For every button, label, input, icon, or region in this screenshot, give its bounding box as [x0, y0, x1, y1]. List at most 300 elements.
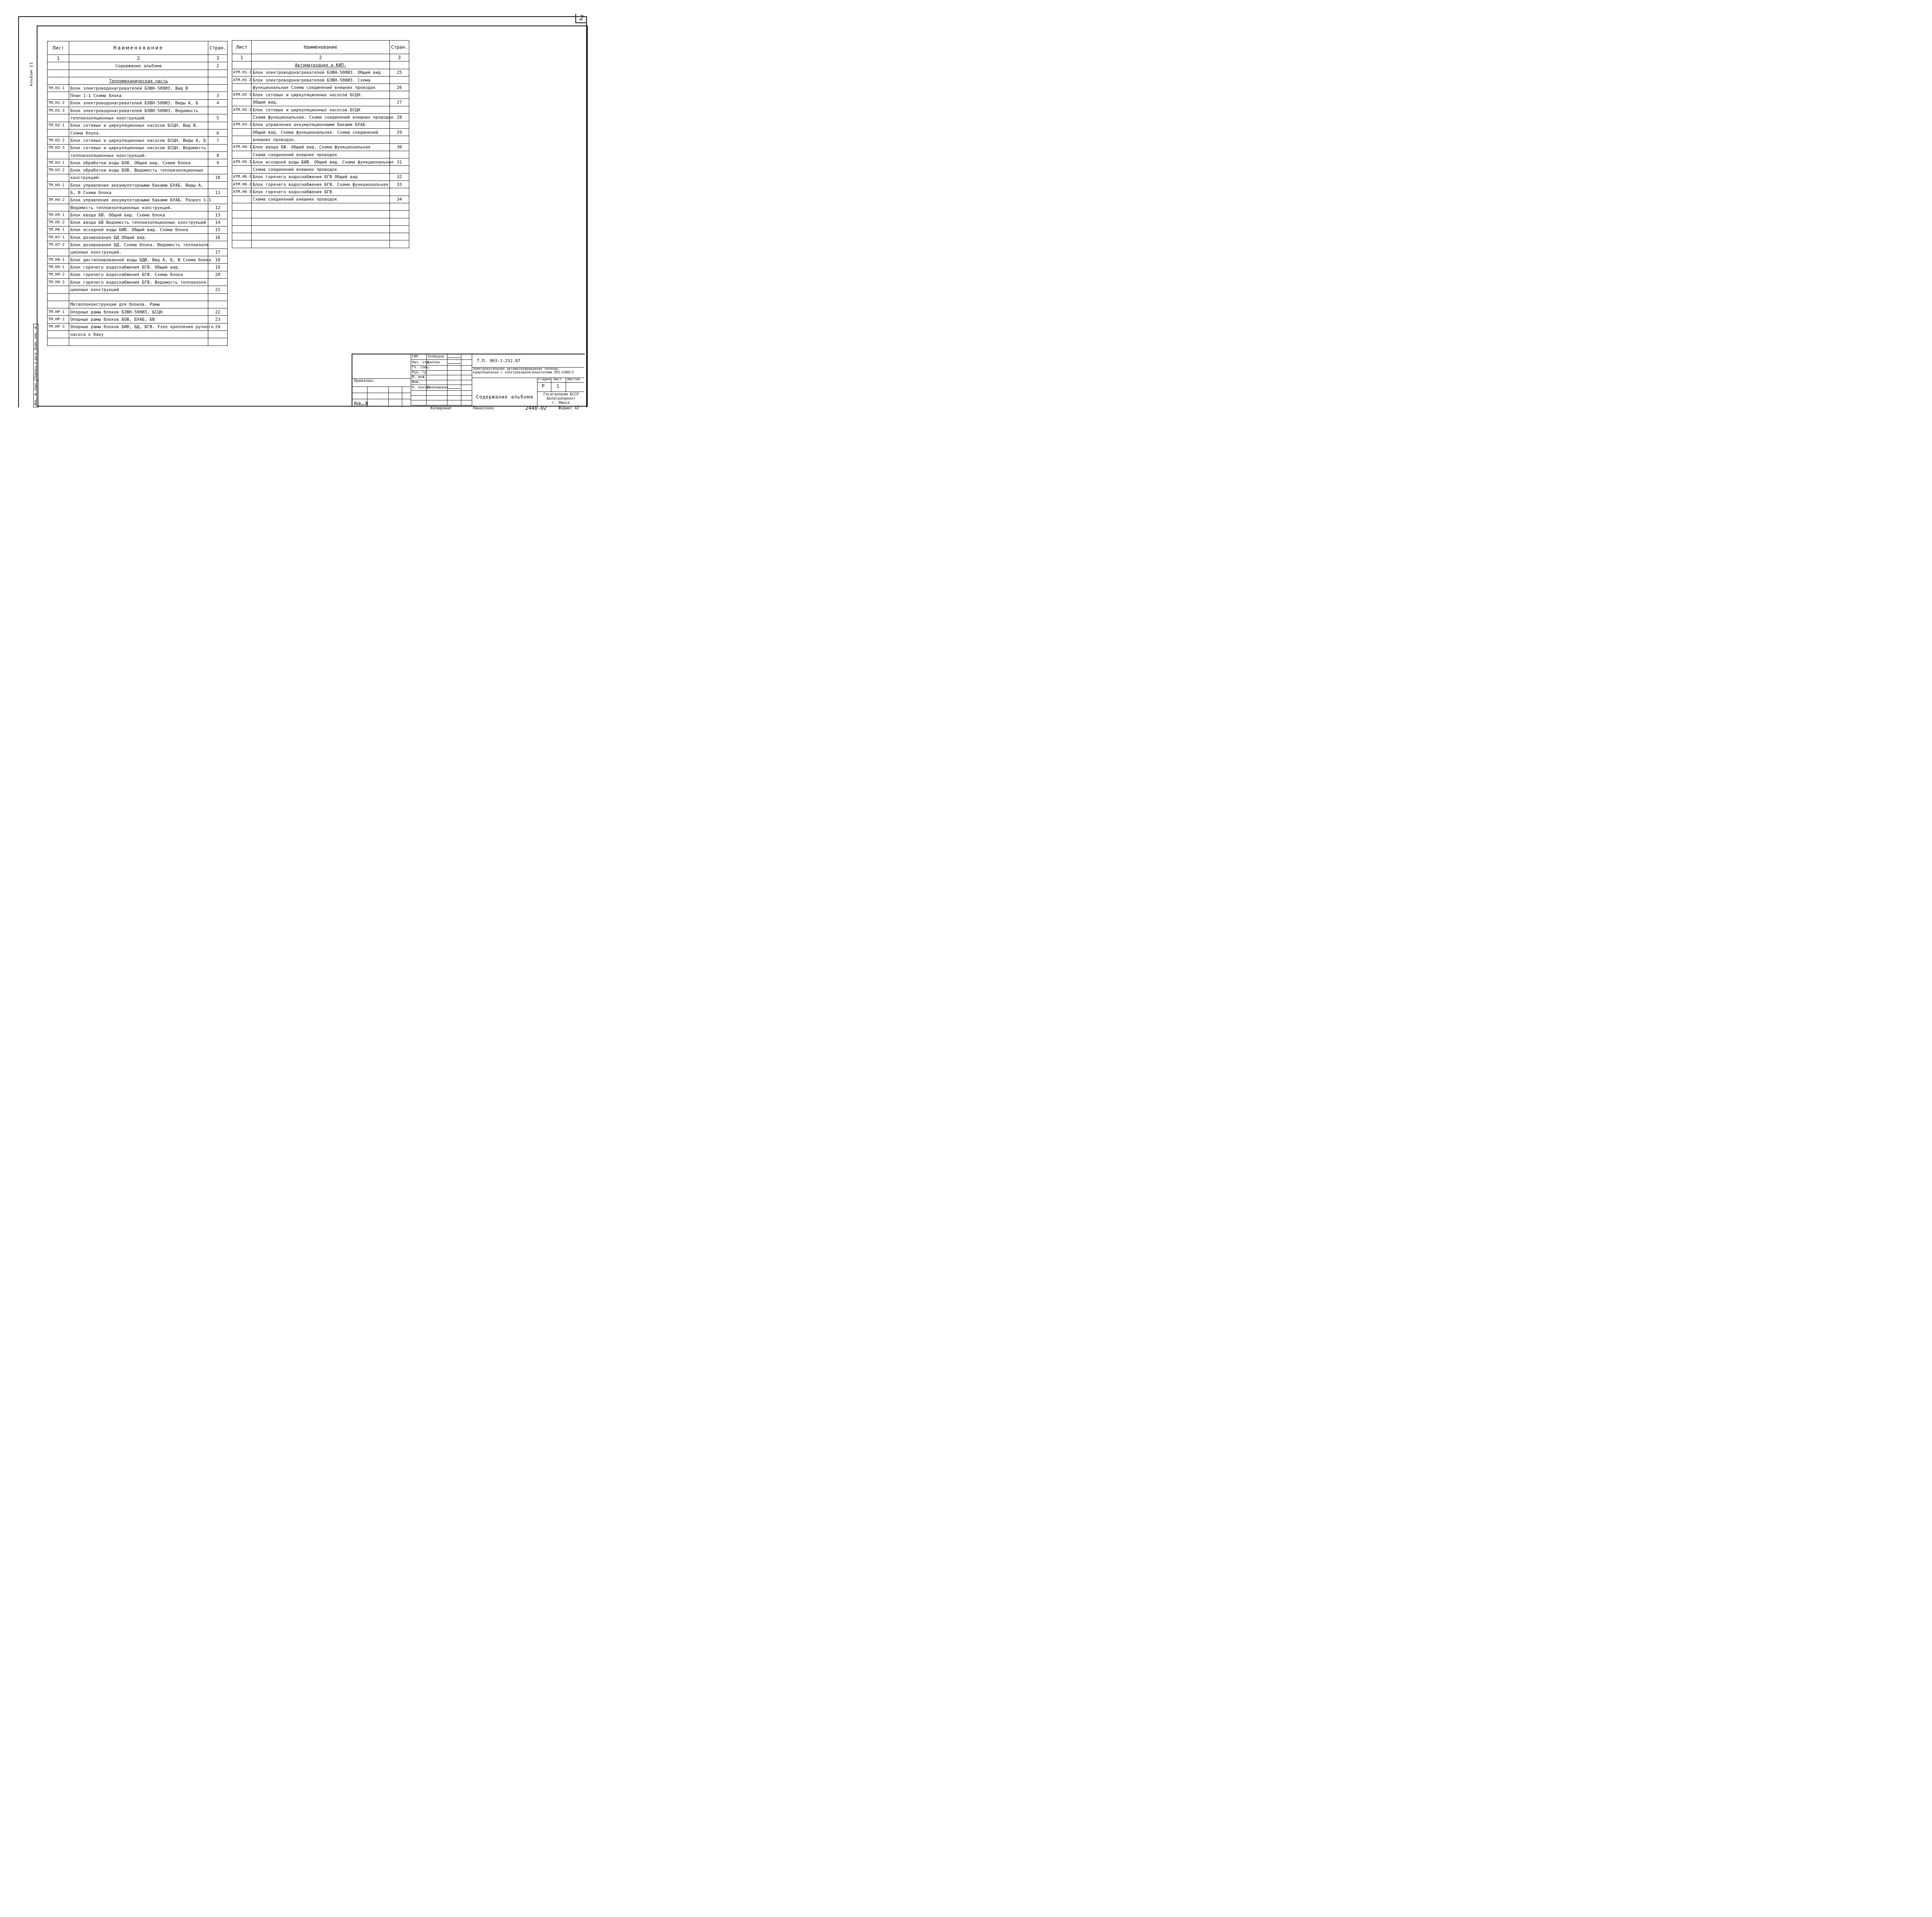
role-signature: [447, 366, 461, 371]
row-name: Блок ввода БВ. Общий вид. Схема функциональная: [252, 143, 390, 151]
table-row: [232, 173, 409, 180]
row-page: [208, 182, 228, 189]
table-row: [48, 62, 228, 70]
row-name-text: Автоматизация и КИП.: [295, 62, 346, 68]
table-row: [48, 70, 228, 77]
row-sheet-code: [48, 70, 69, 77]
row-name: Блок горячего водоснабжения БГВ. Ведомость теплоизоля-: [69, 278, 208, 286]
col-header-page: Стран.: [390, 41, 409, 54]
row-sheet-code: ТМ.Н5-1: [48, 211, 69, 219]
row-sheet-code: АТМ.Н6-1: [232, 173, 252, 180]
role-title: Рук. гр.: [411, 370, 427, 375]
col-number: 1: [232, 54, 252, 61]
col-number: 2: [69, 55, 208, 62]
col-header-name: Наименование: [69, 41, 208, 55]
table-row: [48, 99, 228, 107]
table-row: [48, 85, 228, 92]
row-sheet-code: [48, 330, 69, 338]
role-title: Инж.: [411, 380, 427, 385]
row-sheet-code: ТМ.Н7-1: [48, 234, 69, 241]
row-name: Блок электроводонагревателей БЭВН-500ИЗ. Вид В: [69, 85, 208, 92]
role-title: В. инж.: [411, 375, 427, 380]
col-number: 3: [390, 54, 409, 61]
left-contents-table: [47, 41, 228, 346]
table-row: [48, 107, 228, 114]
copied-label: Копировал: [430, 406, 452, 410]
row-name: [252, 203, 390, 210]
role-name: [427, 370, 447, 375]
row-sheet-code: ТМ.Н1-1: [48, 85, 69, 92]
row-page: [208, 196, 228, 204]
row-sheet-code: [48, 249, 69, 256]
row-page: 10: [208, 174, 228, 181]
row-page: [390, 136, 409, 143]
row-sheet-code: ТМ.Н7-2: [48, 241, 69, 249]
row-sheet-code: [232, 151, 252, 158]
row-name: Блок сетевых и циркуляционных насосов БСЦН: [252, 106, 390, 114]
row-page: 24: [208, 323, 228, 330]
role-name: [427, 375, 447, 380]
table-row: [48, 323, 228, 330]
role-row: [411, 370, 472, 375]
row-sheet-code: ТМ.Н4-1: [48, 182, 69, 189]
row-sheet-code: [232, 166, 252, 173]
row-name: Блок дозирования БД. Схема блока. Ведомость теплоизоля-: [69, 241, 208, 249]
row-sheet-code: ТМ.НР-1: [48, 308, 69, 316]
table-row: [48, 278, 228, 286]
table-header-row: [232, 41, 409, 54]
row-sheet-code: [232, 233, 252, 240]
table-row: [48, 114, 228, 122]
role-row: [411, 375, 472, 380]
row-page: 27: [390, 99, 409, 106]
stage-label: Стадия: [538, 378, 551, 381]
table-header-row: [48, 41, 228, 55]
row-page: 21: [208, 286, 228, 293]
table-row: [48, 182, 228, 189]
row-name: внешних проводок.: [252, 136, 390, 143]
table-row: [232, 233, 409, 240]
album-label: Альбом II: [29, 62, 34, 87]
row-page: 4: [208, 99, 228, 107]
row-name-text: Тепломеханическая часть: [109, 78, 168, 83]
row-page: 11: [208, 189, 228, 196]
table-row: [232, 76, 409, 83]
table-row: [48, 174, 228, 181]
row-name: Ведомость теплоизоляционных конструкций.: [69, 204, 208, 211]
table-row: [48, 189, 228, 196]
row-page: [208, 293, 228, 301]
role-row: [411, 380, 472, 385]
org-line: г. Минск: [552, 401, 570, 405]
row-sheet-code: [48, 189, 69, 196]
table-row: [232, 151, 409, 158]
row-name: [69, 70, 208, 77]
row-name: Блок электроводонагревателей БЭВН-500ИЗ. Общий вид: [252, 69, 390, 76]
row-name: [252, 218, 390, 225]
copier-name: Панасенко: [473, 406, 494, 410]
table-row: [48, 129, 228, 136]
row-sheet-code: АТМ.Н3-1: [232, 121, 252, 128]
row-sheet-code: ТМ.Н9-3: [48, 278, 69, 286]
row-sheet-code: АТМ.Н1-2: [232, 76, 252, 83]
row-name: Общий вид.: [252, 99, 390, 106]
table-row: [48, 316, 228, 323]
role-signature: [447, 370, 461, 375]
org-line: Белагропроект: [546, 397, 576, 401]
role-date: [461, 360, 472, 366]
row-sheet-code: [232, 99, 252, 106]
table-row: [48, 219, 228, 226]
table-row: [232, 240, 409, 248]
row-name: Блок управления аккумуляторными баками БУАБ. Разрез 1-1: [69, 196, 208, 204]
row-name: [69, 77, 208, 84]
role-date: [461, 354, 472, 360]
table-row: [232, 188, 409, 196]
row-page: 14: [208, 219, 228, 226]
stamp-inv-podl: Инв. № подл.: [34, 380, 38, 407]
row-page: 23: [208, 316, 228, 323]
row-name: Блок горячего водоснабжения БГВ. Схема функциональная: [252, 181, 390, 188]
role-name: [427, 380, 447, 385]
row-name: Схема соединений внешних проводок: [252, 151, 390, 158]
row-page: 30: [390, 143, 409, 151]
row-name: Блок сетевых и циркуляционных насосов БСЦН. Вид В.: [69, 122, 208, 129]
row-page: [390, 233, 409, 240]
row-name: Блок управления аккумуляционными баками БУАБ: [252, 121, 390, 128]
role-row: [411, 354, 472, 360]
row-sheet-code: АТМ.Н5-1: [232, 158, 252, 166]
row-name: Блок исходной воды БИВ. Общий вид. Схема функциональная: [252, 158, 390, 166]
doc-title: Содержание альбома: [476, 394, 534, 400]
row-name: Опорные рамы блоков БЭВН-500ИЗ, БСЦН: [69, 308, 208, 316]
inv-no-label: Инв. №: [354, 401, 368, 405]
table-row: [48, 301, 228, 308]
row-sheet-code: [48, 92, 69, 99]
row-page: [390, 225, 409, 233]
row-page: 13: [208, 211, 228, 219]
table-row: [48, 226, 228, 233]
row-sheet-code: [232, 128, 252, 136]
table-row: [48, 249, 228, 256]
row-page: [208, 338, 228, 346]
table-row: [232, 69, 409, 76]
col-header-sheet: Лист: [48, 41, 69, 55]
table-row: [232, 211, 409, 218]
row-name: [252, 61, 390, 69]
col-header-name: Наименование: [252, 41, 390, 54]
table-row: [232, 61, 409, 69]
row-name: [252, 233, 390, 240]
row-page: 19: [208, 264, 228, 271]
table-row: [48, 293, 228, 301]
row-name: Блок электроводонагревателей БЭВН-500ИЗ. Ведомость: [69, 107, 208, 114]
stage-value: Р: [542, 383, 545, 389]
row-sheet-code: ТМ.НР-3: [48, 323, 69, 330]
row-name: теплоизоляционных конструкций: [69, 114, 208, 122]
row-name: Блок сетевых и циркуляционных насосов БСЦН. Ведомость: [69, 144, 208, 152]
row-page: 26: [390, 84, 409, 91]
role-date: [461, 375, 472, 380]
row-name: Блок ввода БВ. Общий вид. Схема блока: [69, 211, 208, 219]
table-row: [48, 234, 228, 241]
row-name: Блок исходной воды БИВ. Общий вид. Схема блока: [69, 226, 208, 233]
row-sheet-code: [48, 77, 69, 84]
sheet-label: Лист: [553, 378, 562, 381]
row-page: [390, 203, 409, 210]
row-page: [390, 121, 409, 128]
row-page: 28: [390, 114, 409, 121]
row-sheet-code: [48, 174, 69, 181]
row-name: конструкций.: [69, 174, 208, 181]
row-sheet-code: АТМ.Н1-1: [232, 69, 252, 76]
row-name: [69, 301, 208, 308]
row-name: Блок сетевых и циркуляционных насосов БСЦН.: [252, 91, 390, 99]
row-name: Б, В Схема блока: [69, 189, 208, 196]
row-sheet-code: АТМ.Н4-1: [232, 143, 252, 151]
row-page: 3: [208, 92, 228, 99]
privyazan-label: Привязан:: [354, 379, 375, 383]
role-title: Нач. отд.: [411, 360, 427, 366]
row-sheet-code: АТМ.Н2-1: [232, 91, 252, 99]
row-name: Опорные рамы блоков БОВ, БУАБ, БВ: [69, 316, 208, 323]
row-page: [390, 188, 409, 196]
row-name: Блок электроводонагревателей БЭВН-500ИЗ. Виды А, Б: [69, 99, 208, 107]
role-title: Гл. спец.: [411, 366, 427, 371]
row-page: [208, 144, 228, 152]
role-name: Злоберов: [427, 354, 447, 360]
table-row: [232, 91, 409, 99]
page-number: 2: [575, 14, 587, 23]
row-sheet-code: ТМ.Н9-1: [48, 264, 69, 271]
row-page: 22: [208, 308, 228, 316]
table-row: [48, 137, 228, 144]
table-row: [232, 143, 409, 151]
role-name: Каплан: [427, 360, 447, 366]
doc-number: 2440-02: [526, 405, 547, 411]
row-page: 34: [390, 196, 409, 203]
row-page: [390, 76, 409, 83]
row-sheet-code: ТМ.Н5-2: [48, 219, 69, 226]
table-row: [232, 128, 409, 136]
row-name: [252, 211, 390, 218]
row-name: Блок дистиллированной воды БДВ. Вид А, Б, В Схема блока: [69, 256, 208, 264]
col-number: 3: [208, 55, 228, 62]
table-row: [48, 77, 228, 84]
table-row: [48, 308, 228, 316]
row-name: Блок управления аккумуляторными баками БУАБ. Виды А,: [69, 182, 208, 189]
col-number: 1: [48, 55, 69, 62]
row-page: [208, 122, 228, 129]
row-name: Блок обработки воды БОВ. Ведомость теплоизоляционных: [69, 167, 208, 174]
row-page: [390, 240, 409, 248]
row-page: 31: [390, 158, 409, 166]
row-page: [390, 218, 409, 225]
row-page: 9: [208, 159, 228, 167]
table-row: [232, 136, 409, 143]
row-sheet-code: [232, 240, 252, 248]
table-row: [48, 159, 228, 167]
row-sheet-code: [232, 196, 252, 203]
approval-roles-table: [411, 354, 472, 405]
project-code: Т.П. 903-1-252.87: [477, 358, 520, 363]
privyazan-area: [352, 378, 411, 407]
role-row: [411, 360, 472, 366]
table-row: [48, 241, 228, 249]
table-row: [232, 84, 409, 91]
row-sheet-code: ТМ.Н4-2: [48, 196, 69, 204]
table-row: [232, 121, 409, 128]
row-name: Блок ввода БВ Ведомость теплоизоляционных конструкций: [69, 219, 208, 226]
row-sheet-code: [48, 152, 69, 159]
column-number-row: [232, 54, 409, 61]
row-sheet-code: [232, 225, 252, 233]
right-contents-table: [232, 40, 409, 248]
row-name: [69, 338, 208, 346]
role-title: Н. контр.: [411, 385, 427, 391]
row-name: Блок электроводонагревателей БЭВН-500ИЗ. Схема: [252, 76, 390, 83]
row-sheet-code: ТМ.Н9-2: [48, 271, 69, 278]
row-name: Схема соединений внешних проводок: [252, 166, 390, 173]
row-name: Блок дозирования БД Общий вид.: [69, 234, 208, 241]
row-name: Общий вид. Схема функциональная. Схема соединений: [252, 128, 390, 136]
role-date: [461, 366, 472, 371]
row-name: [69, 293, 208, 301]
row-page: [390, 166, 409, 173]
row-sheet-code: [48, 114, 69, 122]
role-date: [461, 385, 472, 391]
row-sheet-code: ТМ.Н6-1: [48, 226, 69, 233]
row-page: [208, 301, 228, 308]
row-name: теплоизоляционных конструкций.: [69, 152, 208, 159]
col-number: 2: [252, 54, 390, 61]
table-row: [48, 92, 228, 99]
row-page: 5: [208, 114, 228, 122]
role-row: [411, 385, 472, 391]
row-name: [252, 240, 390, 248]
signature-mark: [447, 385, 462, 389]
row-sheet-code: ТМ.Н8-1: [48, 256, 69, 264]
row-sheet-code: [232, 136, 252, 143]
table-row: [232, 114, 409, 121]
row-page: 7: [208, 137, 228, 144]
row-page: 2: [208, 62, 228, 70]
table-row: [232, 166, 409, 173]
row-page: 20: [208, 271, 228, 278]
row-sheet-code: [48, 62, 69, 70]
sheet-value: 1: [556, 383, 560, 389]
table-row: [232, 203, 409, 210]
row-name-text: Металлоконструкции для блоков. Рамы: [70, 302, 160, 307]
table-row: [232, 218, 409, 225]
table-row: [48, 264, 228, 271]
row-page: 6: [208, 129, 228, 136]
row-page: [208, 107, 228, 114]
table-row: [48, 204, 228, 211]
row-page: 17: [208, 249, 228, 256]
column-number-row: [48, 55, 228, 62]
row-name: Блок горячего водоснабжения БГВ. Общий вид.: [69, 264, 208, 271]
row-page: 15: [208, 226, 228, 233]
stage-block: [537, 378, 584, 392]
stamp-signature-date: Подпись и дата: [34, 351, 38, 380]
row-name: Схема функциональная. Схема соединений внешних проводок: [252, 114, 390, 121]
role-name: Микляшевич: [427, 385, 447, 391]
row-page: 18: [208, 256, 228, 264]
row-page: 12: [208, 204, 228, 211]
row-page: 33: [390, 181, 409, 188]
row-sheet-code: [48, 129, 69, 136]
table-row: [232, 99, 409, 106]
row-name: Блок сетевых и циркуляционных насосов БСЦН. Виды А, Б: [69, 137, 208, 144]
row-sheet-code: [232, 61, 252, 69]
row-name: План 1-1 Схема блока: [69, 92, 208, 99]
row-name: Схема блока.: [69, 129, 208, 136]
row-page: 8: [208, 152, 228, 159]
table-row: [232, 158, 409, 166]
sheets-label: Листов: [567, 378, 580, 381]
org-line: Госагропром БССР: [543, 392, 579, 397]
table-row: [232, 225, 409, 233]
table-row: [48, 211, 228, 219]
row-name: насоса к баку: [69, 330, 208, 338]
row-sheet-code: [48, 204, 69, 211]
role-title: ГИП: [411, 354, 427, 360]
row-sheet-code: [232, 84, 252, 91]
role-signature: [447, 354, 461, 360]
row-name: Блок обработки воды БОВ. Общий вид. Схема блока: [69, 159, 208, 167]
row-page: [208, 167, 228, 174]
role-row: [411, 366, 472, 371]
row-name: Схема соединений внешних проводок: [252, 196, 390, 203]
role-signature: [447, 360, 461, 366]
role-signature: [447, 380, 461, 385]
project-title: Электрокотельная автоматизированная теплоак-кумуляционная с электроводонагревателями ЭПЗ-6300/3: [473, 367, 574, 375]
row-sheet-code: АТМ.Н6-2: [232, 181, 252, 188]
row-name: [252, 225, 390, 233]
row-page: [390, 106, 409, 114]
left-margin-stamp: [33, 324, 39, 407]
row-sheet-code: [48, 293, 69, 301]
row-page: [208, 278, 228, 286]
project-info: [472, 354, 585, 407]
row-page: 16: [208, 234, 228, 241]
role-signature: [447, 385, 461, 391]
row-sheet-code: ТМ.Н3-2: [48, 167, 69, 174]
row-page: [390, 61, 409, 69]
table-row: [48, 144, 228, 152]
col-header-page: Стран.: [208, 41, 228, 55]
table-row: [232, 181, 409, 188]
row-sheet-code: ТМ.Н1-2: [48, 99, 69, 107]
table-row: [48, 152, 228, 159]
row-name: Блок горячего водоснабжения БГВ: [252, 188, 390, 196]
row-page: [208, 70, 228, 77]
row-sheet-code: АТМ.Н2-2: [232, 106, 252, 114]
row-page: [390, 91, 409, 99]
row-sheet-code: [48, 338, 69, 346]
table-row: [48, 256, 228, 264]
row-sheet-code: [232, 203, 252, 210]
row-page: [208, 85, 228, 92]
row-sheet-code: [232, 114, 252, 121]
row-sheet-code: ТМ.Н2-3: [48, 144, 69, 152]
col-header-sheet: Лист: [232, 41, 252, 54]
table-row: [232, 196, 409, 203]
row-name: Блок горячего водоснабжения БГВ. Схема блока: [69, 271, 208, 278]
row-sheet-code: ТМ.НР-2: [48, 316, 69, 323]
table-row: [232, 106, 409, 114]
